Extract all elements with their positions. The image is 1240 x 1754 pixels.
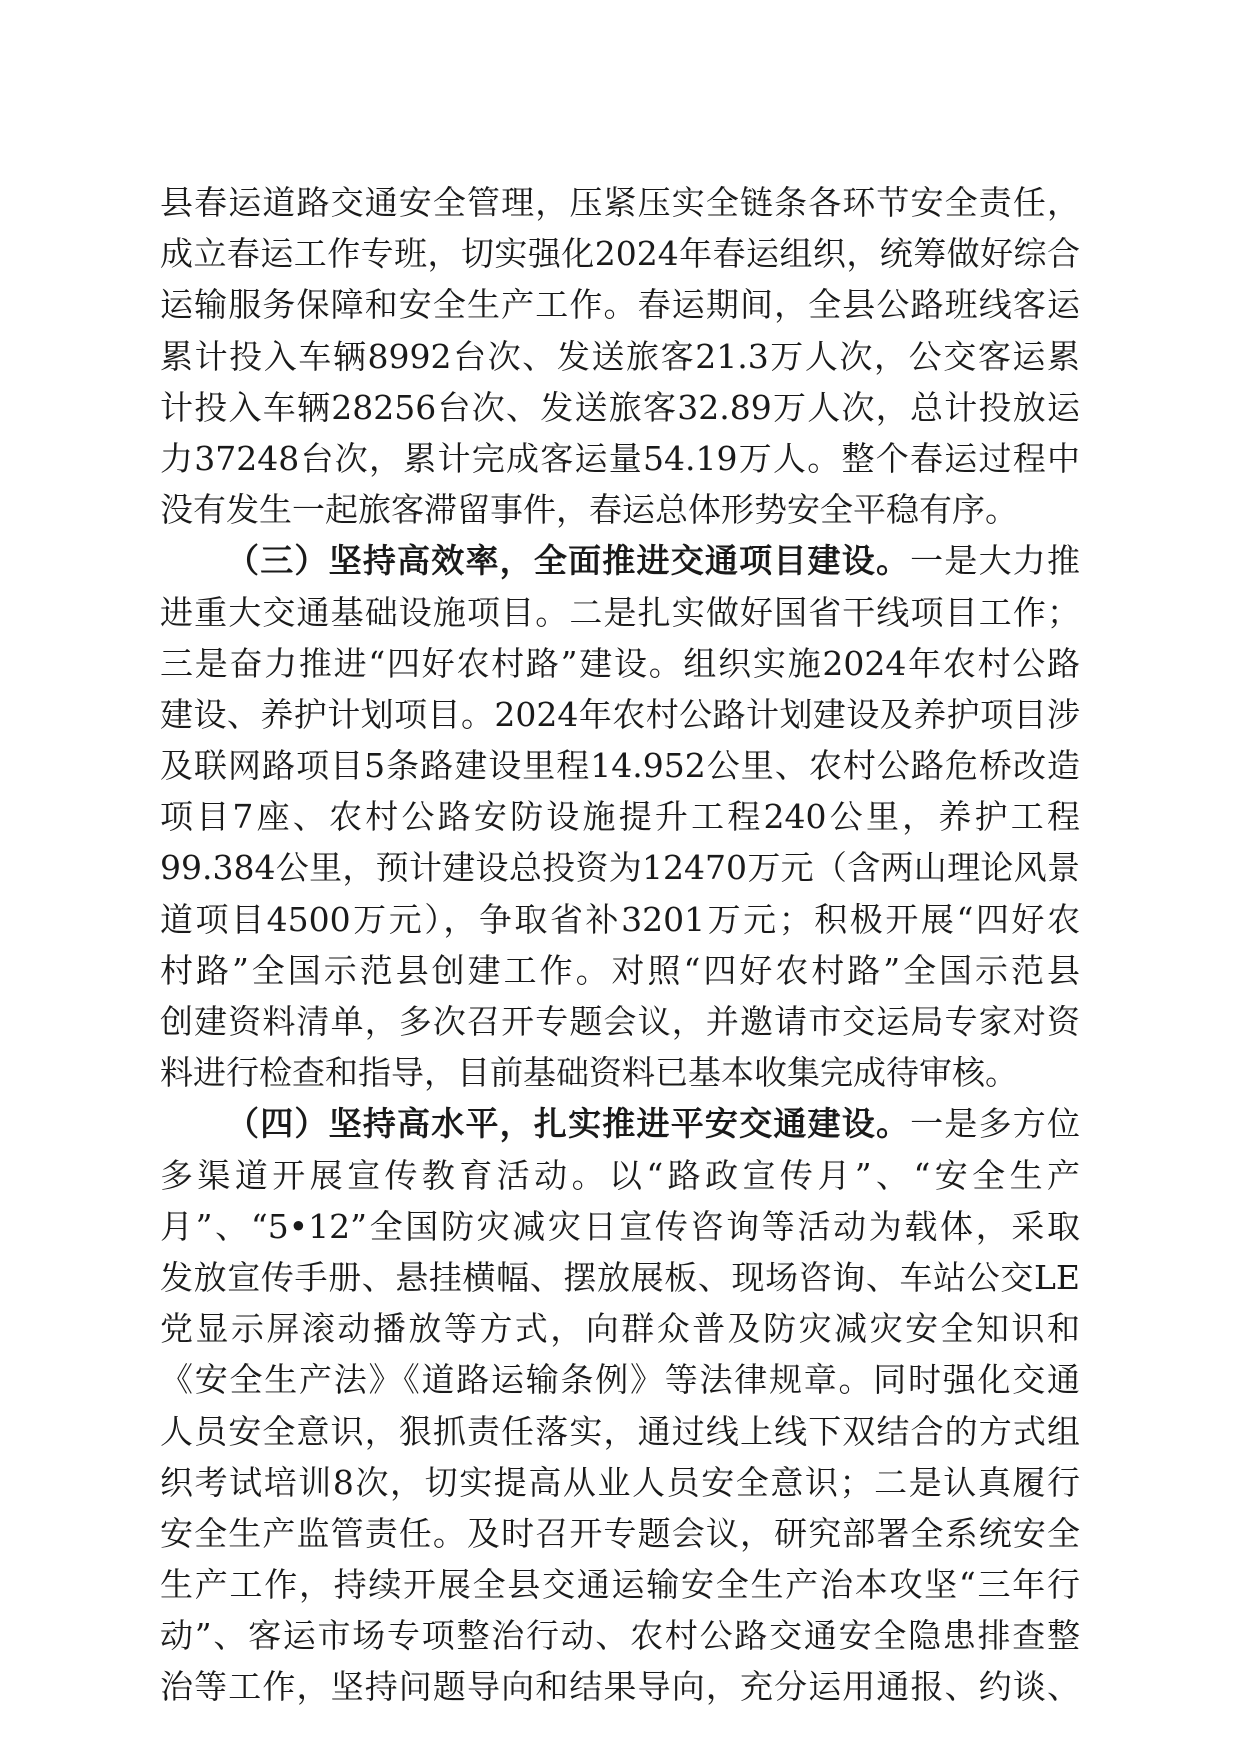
- text-line: 动”、客运市场专项整治行动、农村公路交通安全隐患排查整: [160, 1616, 1080, 1656]
- section-heading: （四）坚持高水平，扎实推进平安交通建设。: [226, 1104, 911, 1144]
- paragraph-2: [160, 535, 1080, 1098]
- text-line: 月”、“5•12”全国防灾减灾日宣传咨询等活动为载体，采取: [160, 1206, 1080, 1246]
- text-line: 项目7座、农村公路安防设施提升工程240公里，养护工程: [160, 797, 1080, 837]
- text-line: 生产工作，持续开展全县交通运输安全生产治本攻坚“三年行: [160, 1565, 1080, 1605]
- paragraph-first-line: [160, 535, 1080, 586]
- text-line: 道项目4500万元），争取省补3201万元；积极开展“四好农: [160, 899, 1080, 939]
- text-run: 一是多方位: [910, 1104, 1081, 1144]
- text-line: 创建资料清单，多次召开专题会议，并邀请市交运局专家对资: [160, 1002, 1080, 1041]
- text-line: 发放宣传手册、悬挂横幅、摆放展板、现场咨询、车站公交LE: [160, 1257, 1080, 1297]
- text-line: 成立春运工作专班，切实强化2024年春运组织，统筹做好综合: [160, 234, 1080, 274]
- text-line: 进重大交通基础设施项目。二是扎实做好国省干线项目工作；: [160, 592, 1080, 632]
- text-line: 党显示屏滚动播放等方式，向群众普及防灾减灾安全知识和: [160, 1309, 1080, 1349]
- text-line: 安全生产监管责任。及时召开专题会议，研究部署全系统安全: [160, 1513, 1080, 1553]
- text-line: 织考试培训8次，切实提高从业人员安全意识；二是认真履行: [160, 1462, 1080, 1502]
- text-run: 一是大力推: [910, 541, 1081, 581]
- text-line: 及联网路项目5条路建设里程14.952公里、农村公路危桥改造: [160, 746, 1080, 786]
- text-line: 累计投入车辆8992台次、发送旅客21.3万人次，公交客运累: [160, 336, 1080, 376]
- text-line: 三是奋力推进“四好农村路”建设。组织实施2024年农村公路: [160, 643, 1080, 683]
- text-line: 没有发生一起旅客滞留事件，春运总体形势安全平稳有序。: [160, 490, 1018, 530]
- text-line: 运输服务保障和安全生产工作。春运期间，全县公路班线客运: [160, 285, 1080, 325]
- section-heading: （三）坚持高效率，全面推进交通项目建设。: [226, 541, 911, 581]
- document-body: [160, 177, 1080, 1713]
- text-line: 建设、养护计划项目。2024年农村公路计划建设及养护项目涉: [160, 694, 1080, 734]
- text-line: 县春运道路交通安全管理，压紧压实全链条各环节安全责任，: [160, 183, 1080, 222]
- text-line: 《安全生产法》《道路运输条例》等法律规章。同时强化交通: [160, 1360, 1080, 1400]
- paragraph-3: [160, 1098, 1080, 1712]
- text-line: 料进行检查和指导，目前基础资料已基本收集完成待审核。: [160, 1053, 1018, 1093]
- text-line: 计投入车辆28256台次、发送旅客32.89万人次，总计投放运: [160, 387, 1080, 427]
- text-line: 村路”全国示范县创建工作。对照“四好农村路”全国示范县: [160, 950, 1080, 990]
- paragraph-first-line: [160, 1098, 1080, 1149]
- paragraph-1: [160, 177, 1080, 535]
- text-line: 99.384公里，预计建设总投资为12470万元（含两山理论风景: [160, 848, 1080, 888]
- text-line: 多渠道开展宣传教育活动。以“路政宣传月”、“安全生产: [160, 1155, 1080, 1195]
- text-line: 人员安全意识，狠抓责任落实，通过线上线下双结合的方式组: [160, 1411, 1080, 1451]
- text-line: 力37248台次，累计完成客运量54.19万人。整个春运过程中: [160, 438, 1080, 478]
- text-line: 治等工作，坚持问题导向和结果导向，充分运用通报、约谈、: [160, 1667, 1080, 1707]
